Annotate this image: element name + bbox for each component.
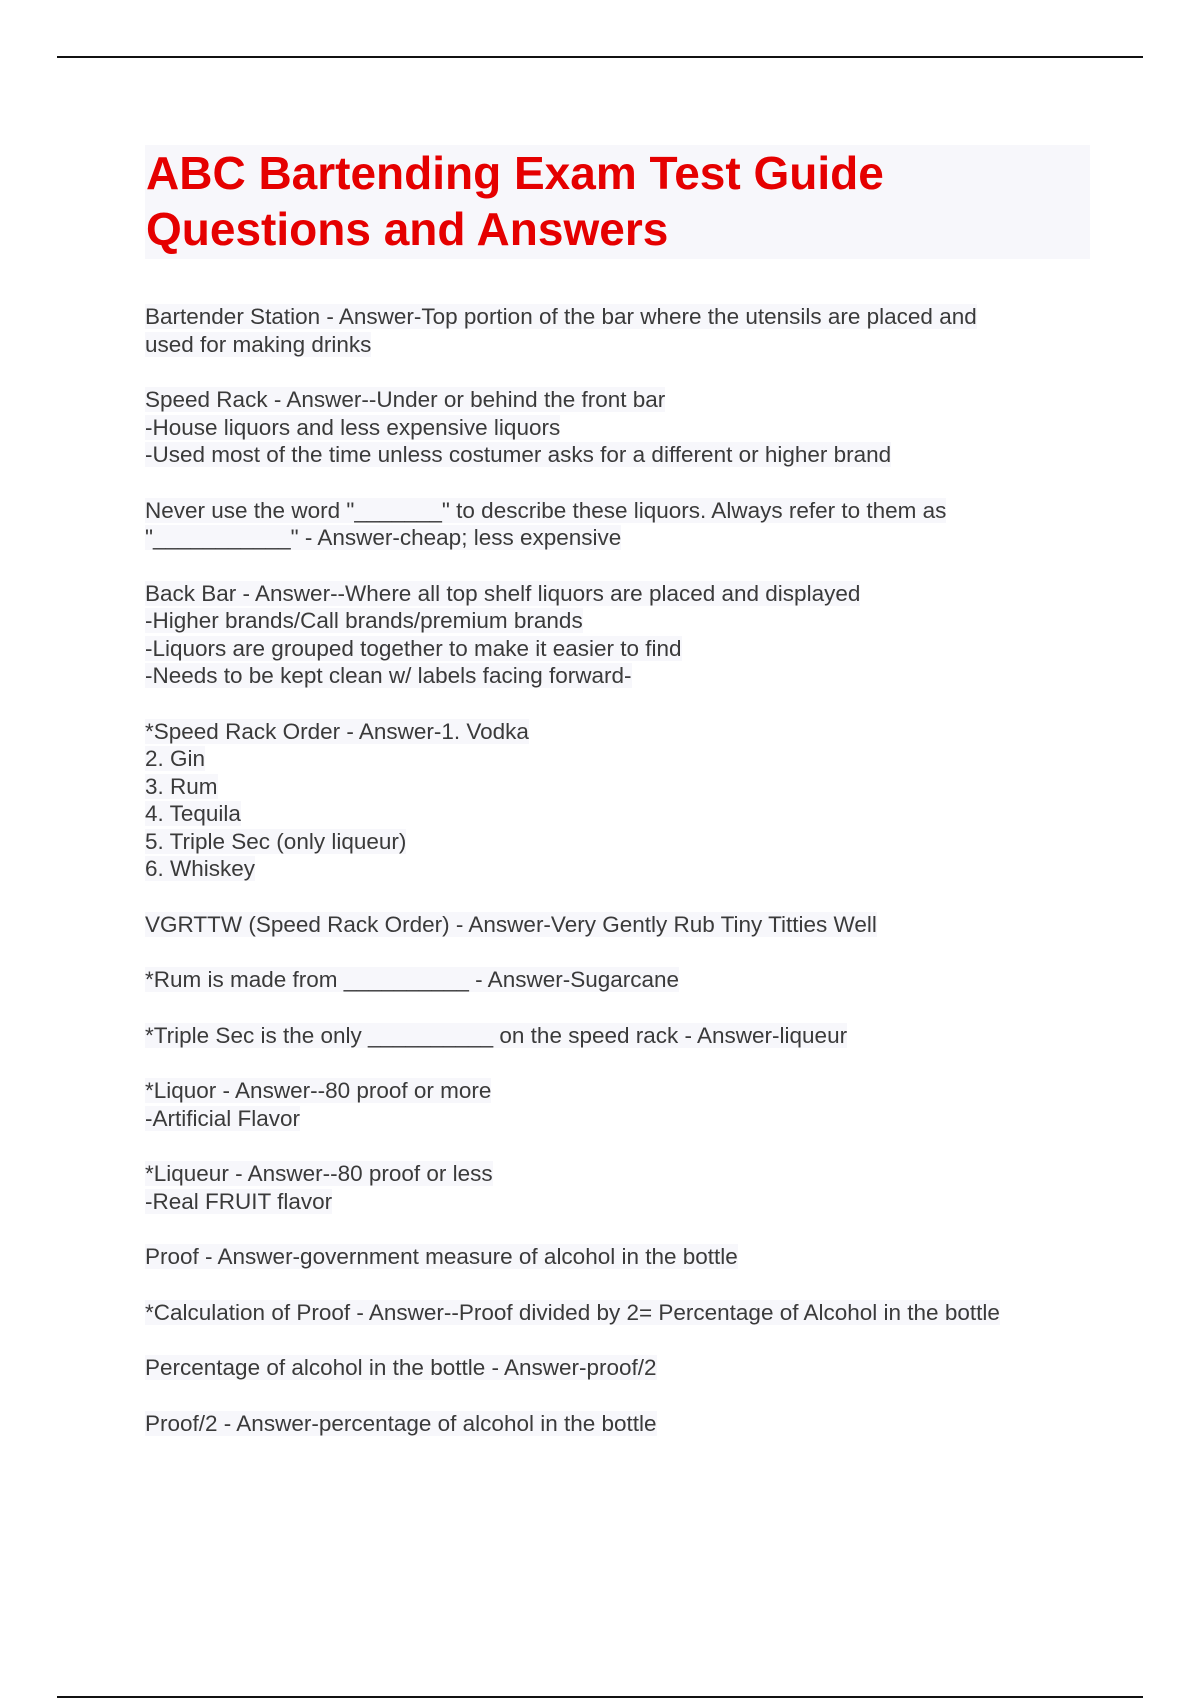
qa-question-line xyxy=(145,718,1090,746)
qa-question-line xyxy=(145,1077,1090,1105)
qa-answer-line xyxy=(145,662,1090,690)
qa-line-text: *Speed Rack Order - Answer-1. Vodka xyxy=(145,718,529,744)
qa-answer-line xyxy=(145,773,1090,801)
qa-answer-line xyxy=(145,414,1090,442)
qa-question-line xyxy=(145,1243,1090,1271)
qa-line-text: Speed Rack - Answer--Under or behind the front bar xyxy=(145,387,666,412)
qa-line-text: Never use the word "_______" to describe these liquors. Always refer to them as xyxy=(145,497,947,523)
qa-question-line xyxy=(145,911,1090,939)
qa-line-text: VGRTTW (Speed Rack Order) - Answer-Very Gently Rub Tiny Titties Well xyxy=(145,911,877,937)
qa-entry xyxy=(145,1410,1090,1438)
qa-question-line xyxy=(145,386,1090,414)
qa-line-text: *Liqueur - Answer--80 proof or less xyxy=(145,1161,493,1186)
qa-line-text: -House liquors and less expensive liquors xyxy=(145,414,561,440)
qa-line-text: 5. Triple Sec (only liqueur) xyxy=(145,828,407,854)
qa-list xyxy=(145,303,1090,1437)
qa-line-text: -Real FRUIT flavor xyxy=(145,1188,333,1214)
qa-answer-line xyxy=(145,1105,1090,1133)
bottom-rule xyxy=(57,1696,1143,1698)
qa-line-text: -Higher brands/Call brands/premium brands xyxy=(145,608,583,633)
qa-line-text: *Liquor - Answer--80 proof or more xyxy=(145,1078,492,1103)
qa-line-text: *Calculation of Proof - Answer--Proof divided by 2= Percentage of Alcohol in the bottle xyxy=(145,1299,1000,1325)
qa-question-line xyxy=(145,1410,1090,1438)
qa-answer-line xyxy=(145,1188,1090,1216)
qa-answer-line xyxy=(145,524,1090,552)
document-body xyxy=(145,145,1090,1465)
title-line-1: ABC Bartending Exam Test Guide xyxy=(146,147,884,199)
title-block xyxy=(145,145,1090,259)
qa-entry xyxy=(145,966,1090,994)
top-rule xyxy=(57,56,1143,58)
qa-line-text: Percentage of alcohol in the bottle - Answer-proof/2 xyxy=(145,1355,657,1380)
qa-question-line xyxy=(145,580,1090,608)
qa-entry xyxy=(145,1160,1090,1215)
qa-line-text: Back Bar - Answer--Where all top shelf liquors are placed and displayed xyxy=(145,580,861,606)
qa-entry xyxy=(145,386,1090,469)
qa-line-text: -Needs to be kept clean w/ labels facing forward- xyxy=(145,663,632,688)
qa-line-text: 2. Gin xyxy=(145,746,206,771)
qa-line-text: *Triple Sec is the only __________ on the speed rack - Answer-liqueur xyxy=(145,1022,848,1048)
qa-entry xyxy=(145,1299,1090,1327)
qa-line-text: 6. Whiskey xyxy=(145,856,256,881)
qa-entry xyxy=(145,1022,1090,1050)
qa-question-line xyxy=(145,966,1090,994)
qa-question-line xyxy=(145,497,1090,525)
title-line-2: Questions and Answers xyxy=(146,203,669,255)
qa-line-text: used for making drinks xyxy=(145,331,372,357)
qa-line-text: -Used most of the time unless costumer asks for a different or higher brand xyxy=(145,442,892,467)
qa-answer-line xyxy=(145,607,1090,635)
qa-answer-line xyxy=(145,855,1090,883)
qa-answer-line xyxy=(145,635,1090,663)
qa-line-text: -Artificial Flavor xyxy=(145,1105,301,1131)
qa-entry xyxy=(145,911,1090,939)
qa-question-line xyxy=(145,1022,1090,1050)
qa-answer-line xyxy=(145,441,1090,469)
document-title xyxy=(146,145,1086,257)
qa-entry xyxy=(145,718,1090,883)
qa-line-text: *Rum is made from __________ - Answer-Sugarcane xyxy=(145,967,680,992)
qa-question-line xyxy=(145,303,1090,331)
qa-line-text: Proof - Answer-government measure of alcohol in the bottle xyxy=(145,1244,738,1269)
qa-answer-line xyxy=(145,331,1090,359)
qa-answer-line xyxy=(145,800,1090,828)
qa-entry xyxy=(145,303,1090,358)
qa-line-text: -Liquors are grouped together to make it easier to find xyxy=(145,635,682,661)
qa-entry xyxy=(145,1354,1090,1382)
qa-line-text: 3. Rum xyxy=(145,773,218,799)
qa-line-text: 4. Tequila xyxy=(145,801,241,826)
qa-entry xyxy=(145,1243,1090,1271)
qa-question-line xyxy=(145,1299,1090,1327)
qa-entry xyxy=(145,1077,1090,1132)
qa-answer-line xyxy=(145,745,1090,773)
qa-question-line xyxy=(145,1354,1090,1382)
qa-line-text: "___________" - Answer-cheap; less expensive xyxy=(145,525,622,550)
qa-line-text: Proof/2 - Answer-percentage of alcohol in the bottle xyxy=(145,1410,657,1436)
qa-question-line xyxy=(145,1160,1090,1188)
qa-answer-line xyxy=(145,828,1090,856)
qa-entry xyxy=(145,497,1090,552)
qa-line-text: Bartender Station - Answer-Top portion of the bar where the utensils are placed and xyxy=(145,304,977,329)
qa-entry xyxy=(145,580,1090,690)
